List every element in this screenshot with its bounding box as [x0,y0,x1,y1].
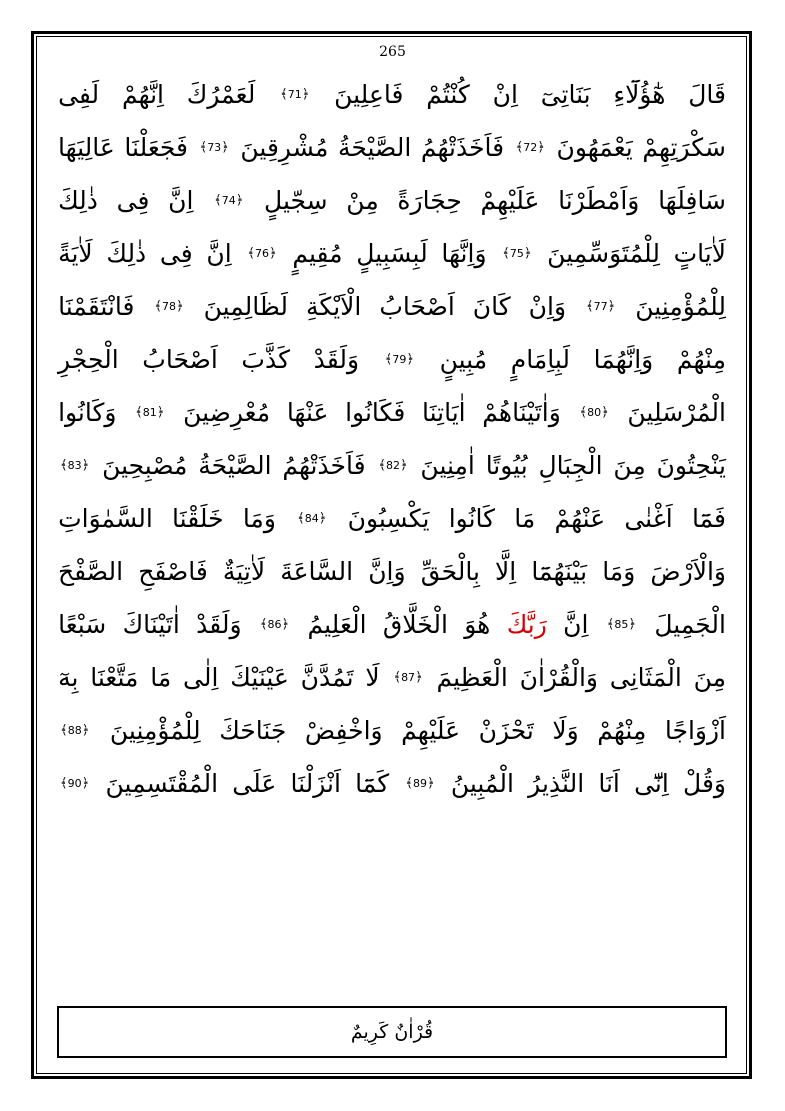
word: يَعْمَهُونَ [556,133,633,162]
ayah-number: ﴿ 79 ﴾ [383,333,416,386]
word: وَاِنَّهَا [441,239,487,268]
word: لَاٰتِيَةٌ [222,557,266,586]
word: عَيْنَيْكَ [230,663,289,692]
ayah-number: ﴿ 77 ﴾ [584,280,617,333]
word: مُصْبِحِينَ [102,451,188,480]
word: بِهٓ [58,663,79,692]
word: لَبِسَبِيلٍ [356,239,428,268]
word: فَاعِلِينَ [334,80,404,109]
word: وَالْقُرْاٰنَ [519,663,598,692]
text-line [58,439,726,492]
word: تَحْزَنْ [478,716,534,745]
word: اِنّٓى [634,769,669,798]
word: حِجَارَةً [397,186,462,215]
ayah-number: ﴿ 84 ﴾ [295,492,328,545]
word: يَكْسِبُونَ [347,504,430,533]
word: فِى [159,239,193,268]
ayah-number: ﴿ 90 ﴾ [58,757,91,810]
word: وَلَقَدْ [313,345,360,374]
text-line [58,121,726,174]
word: الْجِبَالِ [538,451,603,480]
word: الْمُرْسَلِينَ [627,398,726,427]
text-line [58,333,726,386]
word: لِلْمُؤْمِنِينَ [109,716,201,745]
word: بَنَاتِىٓ [540,80,591,109]
text-line [58,227,726,280]
word: مَتَّعْنَا [90,663,139,692]
word: اَصْحَابُ [379,292,455,321]
word: اِنْ [492,80,518,109]
ayah-number: ﴿ 85 ﴾ [605,598,638,651]
word: لَظَالِمِينَ [203,292,289,321]
word: اٰمِنِينَ [420,451,475,480]
word: الْمَثَانِى [609,663,682,692]
text-line [58,174,726,227]
word: لَاٰيَةً [58,239,93,268]
word: لَاٰيَاتٍ [673,239,726,268]
word: الْخَلَّاقُ [382,610,448,639]
word: اٰيَاتِنَا [421,398,466,427]
word: اِلَّا [495,557,517,586]
word: اِلٰى [183,663,219,692]
word: مِنْهُمْ [676,345,726,374]
word: مُبِينٍ [439,345,488,374]
word: عَلَيْهِمْ [480,186,540,215]
word: سَكْرَتِهِمْ [642,133,726,162]
text-line [58,386,726,439]
word: مِنَ [693,663,726,692]
word: اٰتَيْنَاكَ [122,610,180,639]
text-line [58,280,726,333]
word: وَقُلْ [683,769,726,798]
word: تَمُدَّنَّ [300,663,354,692]
word: لَفِى [58,80,100,109]
word: كَمَٓا [355,769,390,798]
word: الْاَيْكَةِ [306,292,362,321]
ayah-number: ﴿ 87 ﴾ [391,651,424,704]
page-number: 265 [379,44,406,60]
word: مُقِيمٍ [292,239,343,268]
word: السَّاعَةَ [280,557,354,586]
word: هٰٓؤُلَٓاءِ [613,80,666,109]
word: وَاِنَّهُمَا [593,345,654,374]
ayah-number: ﴿ 80 ﴾ [577,386,610,439]
word: اَنْزَلْنَا [290,769,341,798]
ayah-number: ﴿ 75 ﴾ [500,227,533,280]
ayah-number: ﴿ 71 ﴾ [278,68,311,121]
word: وَمَا [602,557,636,586]
word: وَاِنَّ [368,557,406,586]
text-line [58,757,726,810]
word: مِنْ [346,186,379,215]
highlighted-word: رَبَّكَ [506,610,547,639]
ayah-number: ﴿ 88 ﴾ [58,704,91,757]
word: لِلْمُؤْمِنِينَ [635,292,726,321]
word: لَا [365,663,380,692]
word: عَلَيْهِمْ [401,716,461,745]
word: ذٰلِكَ [58,186,98,215]
word: اَزْوَاجًا [664,716,726,745]
word: مِنَ [613,451,646,480]
word: الْعَظِيمَ [436,663,508,692]
word: اِنَّهُمْ [121,80,165,109]
text-line [58,704,726,757]
word: مُشْرِقِينَ [240,133,329,162]
word: مُعْرِضِينَ [183,398,271,427]
word: فِى [116,186,150,215]
footer-title: قُرْاٰنٌ كَرِيمٌ [350,1021,434,1043]
word: اِنَّ [563,610,589,639]
word: عَنْهُمْ [554,504,606,533]
word: اَصْحَابُ [142,345,218,374]
word: فَاَخَذَتْهُمُ [282,451,366,480]
text-line [58,545,726,598]
word: الْمُقْتَسِمِينَ [105,769,219,798]
word: مَا [150,663,172,692]
word: وَلَا [552,716,579,745]
word: اِنَّ [206,239,232,268]
word: بُيُوتًا [485,451,528,480]
ayah-number: ﴿ 72 ﴾ [514,121,547,174]
ayah-number: ﴿ 78 ﴾ [152,280,185,333]
word: قَالَ [688,80,726,109]
word: وَاٰتَيْنَاهُمْ [482,398,561,427]
word: وَمَا [242,504,276,533]
word: وَكَانُوا [58,398,117,427]
word: لَبِاِمَامٍ [510,345,571,374]
word: سَبْعًا [58,610,107,639]
word: الْجَمِيلَ [654,610,726,639]
word: فَاَخَذَتْهُمُ [420,133,505,162]
word: الْعَلِيمُ [307,610,367,639]
word: عَنْهَا [286,398,329,427]
word: فَكَانُوا [345,398,406,427]
word: وَاِنْ [528,292,567,321]
word: وَلَقَدْ [196,610,242,639]
word: السَّمٰوَاتِ [58,504,153,533]
word: مِنْهُمْ [597,716,647,745]
word: ذٰلِكَ [106,239,147,268]
word: فَاصْفَحِ [138,557,208,586]
word: كَانُوا [448,504,496,533]
word: بِالْحَقِّ [420,557,480,586]
word: اَنَا [598,769,620,798]
word: يَنْحِتُونَ [656,451,726,480]
word: كَانَ [472,292,511,321]
word: وَاَمْطَرْنَا [558,186,640,215]
word: وَاخْفِضْ [304,716,383,745]
quran-text-block [58,68,726,810]
word: الصَّيْحَةُ [337,133,412,162]
word: لِلْمُتَوَسِّمِينَ [547,239,660,268]
word: كُنْتُمْ [426,80,470,109]
word: لَعَمْرُكَ [186,80,256,109]
word: عَالِيَهَا [58,133,115,162]
ayah-number: ﴿ 74 ﴾ [212,174,245,227]
word: فَجَعَلْنَا [124,133,188,162]
word: هُوَ [464,610,491,639]
ayah-number: ﴿ 76 ﴾ [245,227,278,280]
ayah-number: ﴿ 73 ﴾ [198,121,231,174]
text-line [58,68,726,121]
word: الْحِجْرِ [58,345,119,374]
word: كَذَّبَ [241,345,290,374]
word: اَغْنٰى [624,504,673,533]
ayah-number: ﴿ 86 ﴾ [258,598,291,651]
word: الصَّيْحَةُ [198,451,272,480]
footer-box [57,1006,727,1058]
word: وَالْاَرْضَ [650,557,726,586]
word: بَيْنَهُمَٓا [531,557,588,586]
ayah-number: ﴿ 81 ﴾ [133,386,166,439]
word: الصَّفْحَ [58,557,124,586]
text-line [58,651,726,704]
text-line [58,492,726,545]
word: خَلَقْنَا [172,504,224,533]
ayah-number: ﴿ 83 ﴾ [58,439,91,492]
word: فَانْتَقَمْنَا [58,292,135,321]
ayah-number: ﴿ 82 ﴾ [376,439,409,492]
text-line [58,598,726,651]
ayah-number: ﴿ 89 ﴾ [403,757,436,810]
word: النَّذِيرُ [528,769,585,798]
word: عَلَى [232,769,277,798]
word: الْمُبِينُ [450,769,514,798]
word: مَا [514,504,536,533]
word: اِنَّ [168,186,194,215]
word: فَمَٓا [691,504,726,533]
word: سَافِلَهَا [658,186,726,215]
word: سِجّيلٍ [264,186,328,215]
word: جَنَاحَكَ [219,716,287,745]
